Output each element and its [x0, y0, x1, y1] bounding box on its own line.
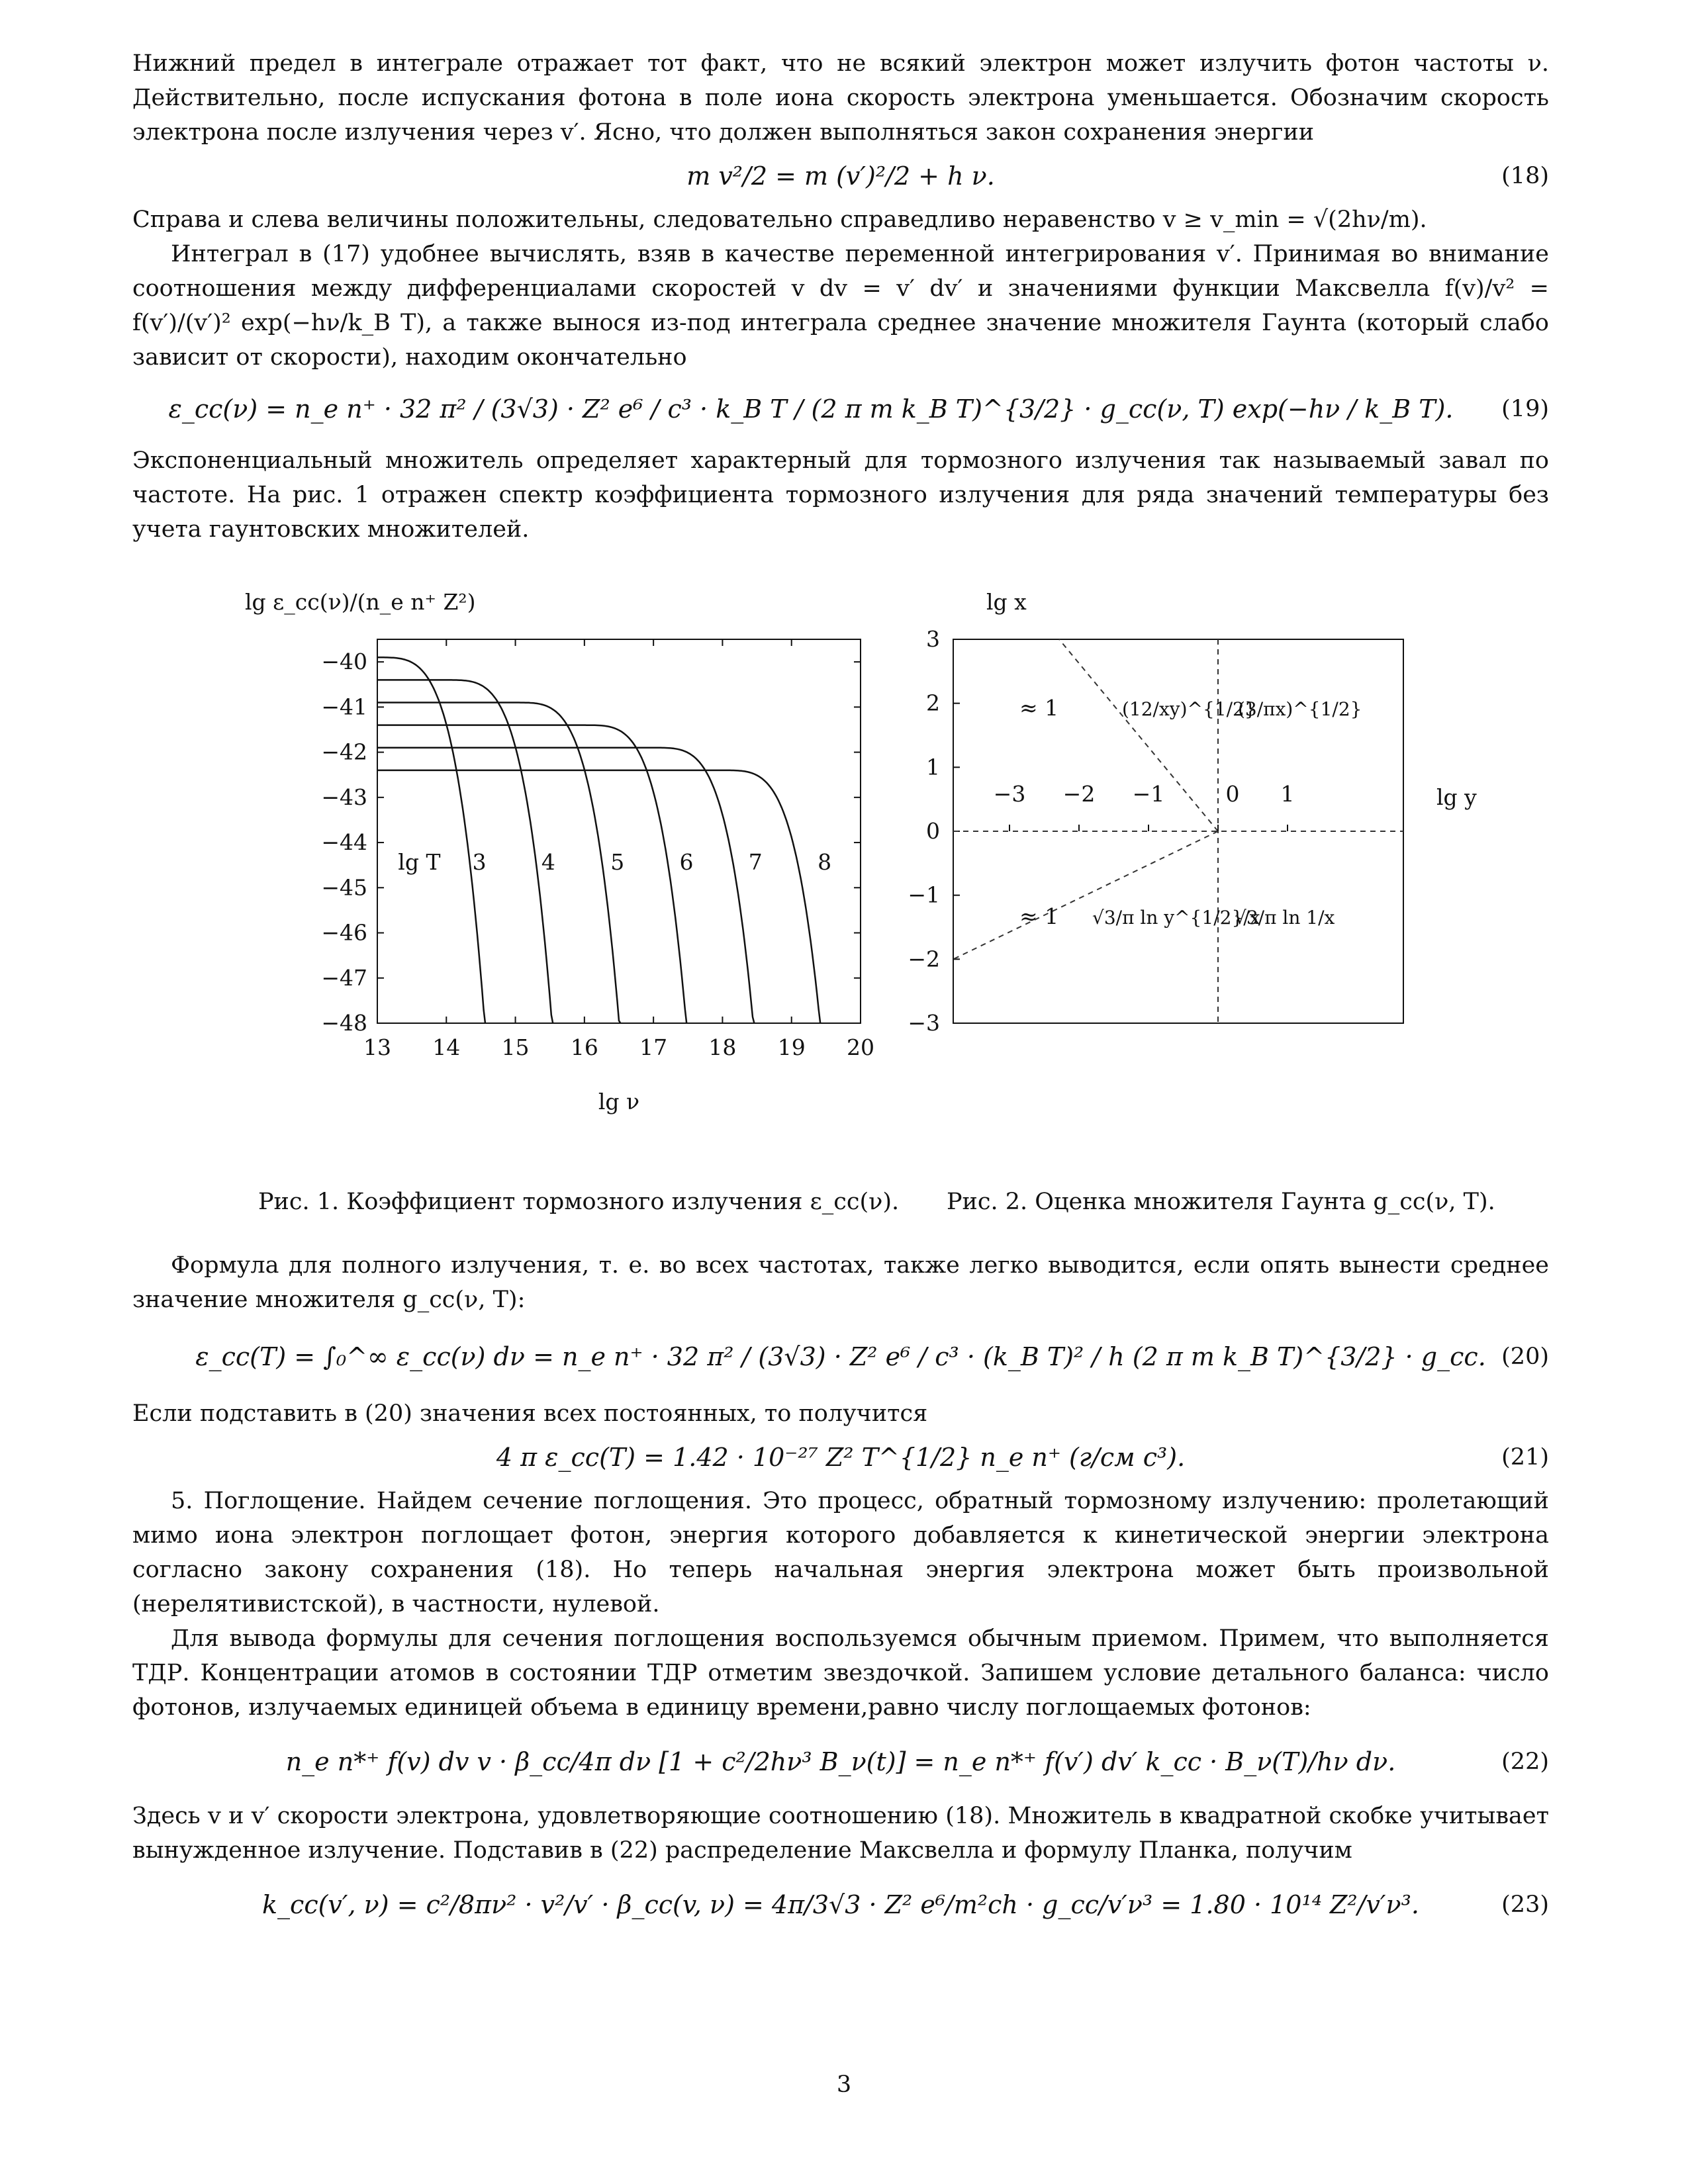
y-tick-label: −45 [321, 874, 367, 901]
paragraph: Для вывода формулы для сечения поглощения воспользуемся обычным приемом. Примем, что выполняется ТДР. Концентрации атомов в состоянии ТДР отметим звездочкой. Запишем условие детального баланса: число фотонов, излучаемых единицей объема в единицу времени,равно числу поглощаемых фотонов: [132, 1625, 1549, 1721]
x-axis-label: lg ν [598, 1089, 640, 1115]
series-label-7: 7 [748, 849, 763, 875]
equation-number: (19) [1501, 396, 1549, 422]
equation-body: 4 π ε_cc(T) = 1.42 · 10⁻²⁷ Z² T^{1/2} n_e n⁺ (г/см c³). [496, 1443, 1186, 1472]
equation-18 [132, 156, 1549, 196]
legend-title: lg T [398, 849, 441, 875]
region-lower-right: √3/π ln 1/x [1235, 907, 1335, 929]
x-tick-label-2: 1 [1280, 781, 1295, 807]
equation-body: m v²/2 = m (v′)²/2 + h ν. [686, 161, 995, 191]
figure-1-caption: Рис. 1. Коэффициент тормозного излучения ε_cc(ν). [258, 1189, 900, 1215]
figure-1-spectrum [245, 589, 874, 1115]
y-tick-label-2: −2 [908, 946, 940, 972]
x-tick-label-2: −3 [993, 781, 1026, 807]
paragraph: Нижний предел в интеграле отражает тот факт, что не всякий электрон может излучить фотон частоты ν. Действительно, после испускания фотона в поле иона скорость электрона уменьшается. Обозначим скорость электрона после излучения через v′. Ясно, что должен выполняться закон сохранения энергии [132, 50, 1549, 146]
x-axis-label-2: lg y [1436, 784, 1477, 810]
region-lower-middle: √3/π ln y^{1/2}/x [1092, 907, 1260, 929]
y-tick-label-2: 3 [926, 626, 940, 652]
equation-21 [132, 1437, 1549, 1477]
equation-20 [132, 1337, 1549, 1377]
paragraph: Интеграл в (17) удобнее вычислять, взяв в качестве переменной интегрирования v′. Принимая во внимание соотношения между дифференциалами скоростей v dv = v′ dv′ и значениями функции Максвелла f(v)/v² = f(v′)/(v′)² exp(−hν/k_B T), а также вынося из-под интеграла среднее значение множителя Гаунта (который слабо зависит от скорости), находим окончательно [132, 241, 1549, 371]
series-label-4: 4 [541, 849, 555, 875]
y-tick-label: −41 [321, 694, 367, 720]
series-line-3 [377, 657, 485, 1023]
equation-19 [132, 389, 1549, 429]
paragraph: Если подставить в (20) значения всех постоянных, то получится [132, 1400, 928, 1427]
y-axis-label: lg ε_cc(ν)/(n_e n⁺ Z²) [245, 589, 476, 615]
equation-body: k_cc(v′, ν) = c²/8πν² · v²/v′ · β_cc(v, ν) = 4π/3√3 · Z² e⁶/m²ch · g_cc/v′ν³ = 1.80 · 10¹⁴ Z²/v′ν³. [262, 1890, 1419, 1919]
y-tick-label-2: −3 [908, 1010, 940, 1036]
series-label-6: 6 [679, 849, 694, 875]
figure-2-caption: Рис. 2. Оценка множителя Гаунта g_cc(ν, T). [947, 1189, 1495, 1215]
x-tick-label: 20 [847, 1034, 874, 1060]
series-line-7 [377, 748, 754, 1023]
equation-number: (20) [1501, 1343, 1549, 1370]
y-tick-label: −40 [321, 649, 367, 675]
x-tick-label-2: −2 [1062, 781, 1096, 807]
y-axis-label-2: lg x [986, 589, 1027, 615]
equation-body: ε_cc(ν) = n_e n⁺ · 32 π² / (3√3) · Z² e⁶ / c³ · k_B T / (2 π m k_B T)^{3/2} · g_cc(ν, T) exp(−hν / k_B T). [168, 394, 1454, 424]
x-tick-label-2: 0 [1225, 781, 1240, 807]
y-tick-label-2: −1 [908, 882, 940, 908]
equation-number: (23) [1501, 1891, 1549, 1918]
y-tick-label: −44 [321, 829, 367, 856]
equation-number: (21) [1501, 1444, 1549, 1471]
equation-body: ε_cc(T) = ∫₀^∞ ε_cc(ν) dν = n_e n⁺ · 32 π² / (3√3) · Z² e⁶ / c³ · (k_B T)² / h (2 π m k_B T)^{3/2} · g_cc. [195, 1342, 1486, 1371]
y-tick-label-2: 1 [926, 754, 940, 780]
x-tick-label: 19 [777, 1034, 806, 1060]
y-tick-label: −42 [321, 739, 367, 765]
region-upper-middle: (12/xy)^{1/2} [1122, 698, 1256, 720]
x-tick-label-2: −1 [1132, 781, 1165, 807]
y-tick-label: −47 [321, 964, 367, 991]
equation-number: (18) [1501, 163, 1549, 189]
y-tick-label-2: 2 [926, 690, 940, 716]
y-tick-label: −46 [321, 919, 367, 946]
x-tick-label: 14 [432, 1034, 461, 1060]
page-content [132, 46, 1549, 1942]
figure-2-gaunt [908, 589, 1477, 1036]
y-tick-label-2: 0 [926, 818, 940, 844]
figures [132, 573, 1549, 1189]
x-tick-label: 18 [708, 1034, 737, 1060]
equation-number: (22) [1501, 1749, 1549, 1775]
x-tick-label: 17 [639, 1034, 668, 1060]
region-lower-left: ≈ 1 [1019, 903, 1059, 929]
page-number: 3 [836, 2071, 852, 2098]
region-upper-right: (3/πx)^{1/2} [1238, 698, 1362, 720]
paragraph: Экспоненциальный множитель определяет характерный для тормозного излучения так называемый завал по частоте. На рис. 1 отражен спектр коэффициента тормозного излучения для ряда значений температуры без учета гаунтовских множителей. [132, 447, 1549, 543]
x-tick-label: 15 [501, 1034, 530, 1060]
series-line-8 [377, 770, 820, 1023]
series-label-8: 8 [818, 849, 832, 875]
series-label-3: 3 [472, 849, 487, 875]
paragraph: Здесь v и v′ скорости электрона, удовлетворяющие соотношению (18). Множитель в квадратной скобке учитывает вынужденное излучение. Подставив в (22) распределение Максвелла и формулу Планка, получим [132, 1803, 1549, 1864]
figure-captions [132, 1189, 1549, 1228]
equation-22 [132, 1742, 1549, 1782]
paragraph: Формула для полного излучения, т. е. во всех частотах, также легко выводится, если опять вынести среднее значение множителя g_cc(ν, T): [132, 1252, 1549, 1313]
y-tick-label: −43 [321, 784, 367, 810]
figures-svg [132, 573, 1549, 1189]
paragraph: Справа и слева величины положительны, следовательно справедливо неравенство v ≥ v_min = √(2hν/m). [132, 206, 1427, 233]
x-tick-label: 16 [570, 1034, 598, 1060]
region-upper-left: ≈ 1 [1019, 695, 1059, 721]
series-label-5: 5 [610, 849, 625, 875]
equation-23 [132, 1885, 1549, 1925]
plot-frame [377, 639, 861, 1023]
dashed-diagonal-lower [953, 831, 1218, 959]
y-tick-label: −48 [321, 1010, 367, 1036]
x-tick-label: 13 [363, 1034, 391, 1060]
equation-body: n_e n*⁺ f(v) dv v · β_cc/4π dν [1 + c²/2hν³ B_ν(t)] = n_e n*⁺ f(v′) dv′ k_cc · B_ν(T)/hν dν. [285, 1747, 1396, 1776]
paragraph: 5. Поглощение. Найдем сечение поглощения. Это процесс, обратный тормозному излучению: пролетающий мимо иона электрон поглощает фотон, энергия которого добавляется к кинетической энергии электрона согласно закону сохранения (18). Но теперь начальная энергия электрона может быть произвольной (нерелятивистской), в частности, нулевой. [132, 1488, 1549, 1617]
